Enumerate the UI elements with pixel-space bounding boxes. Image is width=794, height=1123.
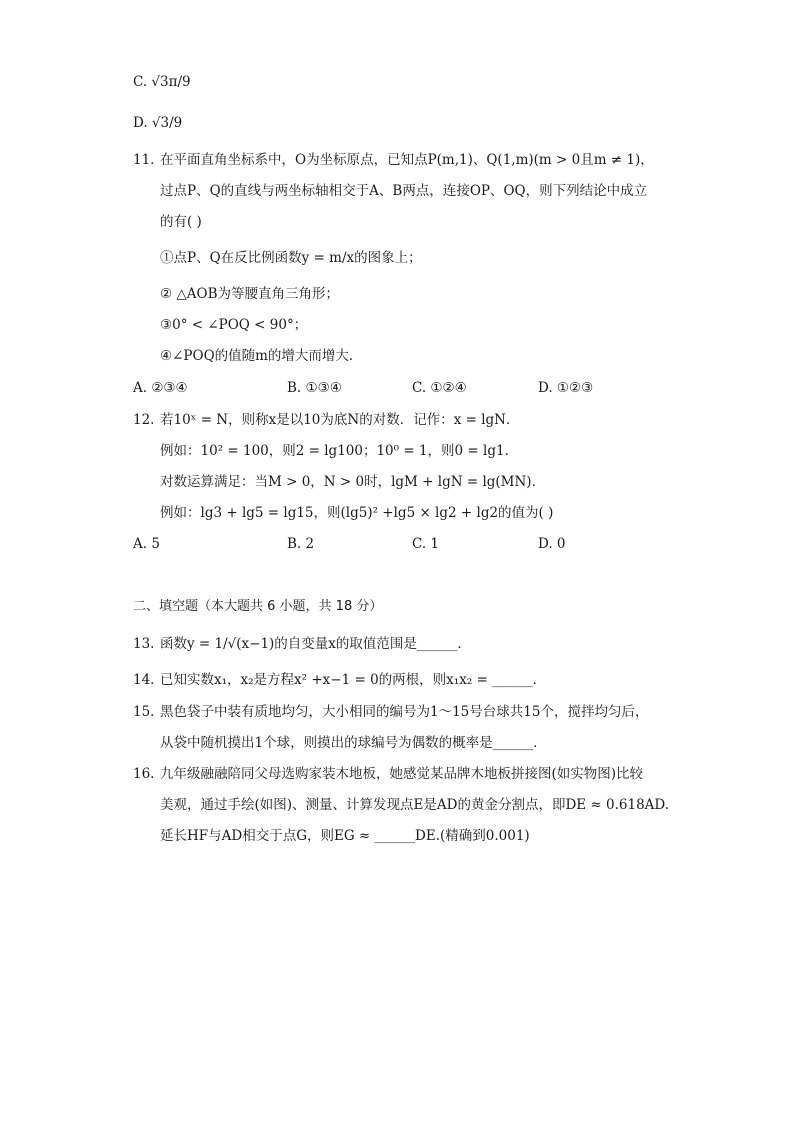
q11-option-a: A. ②③④	[133, 380, 188, 396]
q15-line1: 黑色袋子中装有质地均匀，大小相同的编号为1～15号台球共15个，搅拌均匀后，	[160, 704, 649, 720]
q11-statement-3: ③0° < ∠POQ < 90°；	[160, 317, 308, 333]
q11-statement-1: ①点P、Q在反比例函数y = m/x的图象上；	[160, 250, 422, 266]
q14-text: 已知实数x₁，x₂是方程x² +x−1 = 0的两根，则x₁x₂ = ______．	[160, 672, 547, 688]
q11-number: 11.	[133, 152, 155, 168]
q12-option-a: A. 5	[133, 536, 160, 552]
q11-line1: 在平面直角坐标系中，O为坐标原点，已知点P(m,1)、Q(1,m)(m > 0且m ≠ 1)，	[160, 152, 654, 168]
q11-option-d: D. ①②③	[538, 380, 594, 396]
option-d-prev: D. √3/9	[133, 115, 183, 131]
section-title: 二、填空题（本大题共 6 小题，共 18 分）	[133, 599, 383, 614]
q12-option-d: D. 0	[538, 536, 566, 552]
q11-statement-2: ② △AOB为等腰直角三角形；	[160, 286, 340, 302]
q12-option-b: B. 2	[287, 536, 315, 552]
q13-text: 函数y = 1/√(x−1)的自变量x的取值范围是______．	[160, 636, 471, 652]
q12-line3: 对数运算满足：当M > 0，N > 0时，lgM + lgN = lg(MN)．	[160, 474, 546, 490]
q11-line3: 的有( )	[160, 214, 202, 230]
q12-line4: 例如：lg3 + lg5 = lg15，则(lg5)² +lg5 × lg2 + lg2的值为( )	[160, 505, 554, 521]
q13-number: 13.	[133, 636, 155, 652]
q12-option-c: C. 1	[412, 536, 440, 552]
q12-line1: 若10ˣ = N，则称x是以10为底N的对数．记作：x = lgN．	[160, 412, 520, 428]
q15-line2: 从袋中随机摸出1个球，则摸出的球编号为偶数的概率是______．	[160, 735, 547, 751]
q12-line2: 例如：10² = 100，则2 = lg100；10⁰ = 1，则0 = lg1．	[160, 443, 519, 459]
option-c-prev: C. √3π/9	[133, 74, 191, 90]
q16-number: 16.	[133, 766, 155, 782]
q16-line1: 九年级融融陪同父母选购家装木地板，她感觉某品牌木地板拼接图(如实物图)比较	[160, 766, 644, 782]
q16-line2: 美观，通过手绘(如图)、测量、计算发现点E是AD的黄金分割点，即DE ≈ 0.618AD.	[160, 797, 670, 813]
q12-number: 12.	[133, 412, 155, 428]
q15-number: 15.	[133, 704, 155, 720]
q11-line2: 过点P、Q的直线与两坐标轴相交于A、B两点，连接OP、OQ，则下列结论中成立	[160, 183, 648, 199]
q11-option-b: B. ①③④	[287, 380, 342, 396]
q11-statement-4: ④∠POQ的值随m的增大而增大．	[160, 348, 363, 364]
q14-number: 14.	[133, 672, 155, 688]
q16-line3: 延长HF与AD相交于点G，则EG ≈ ______DE.(精确到0.001)	[160, 828, 530, 844]
q11-option-c: C. ①②④	[412, 380, 467, 396]
